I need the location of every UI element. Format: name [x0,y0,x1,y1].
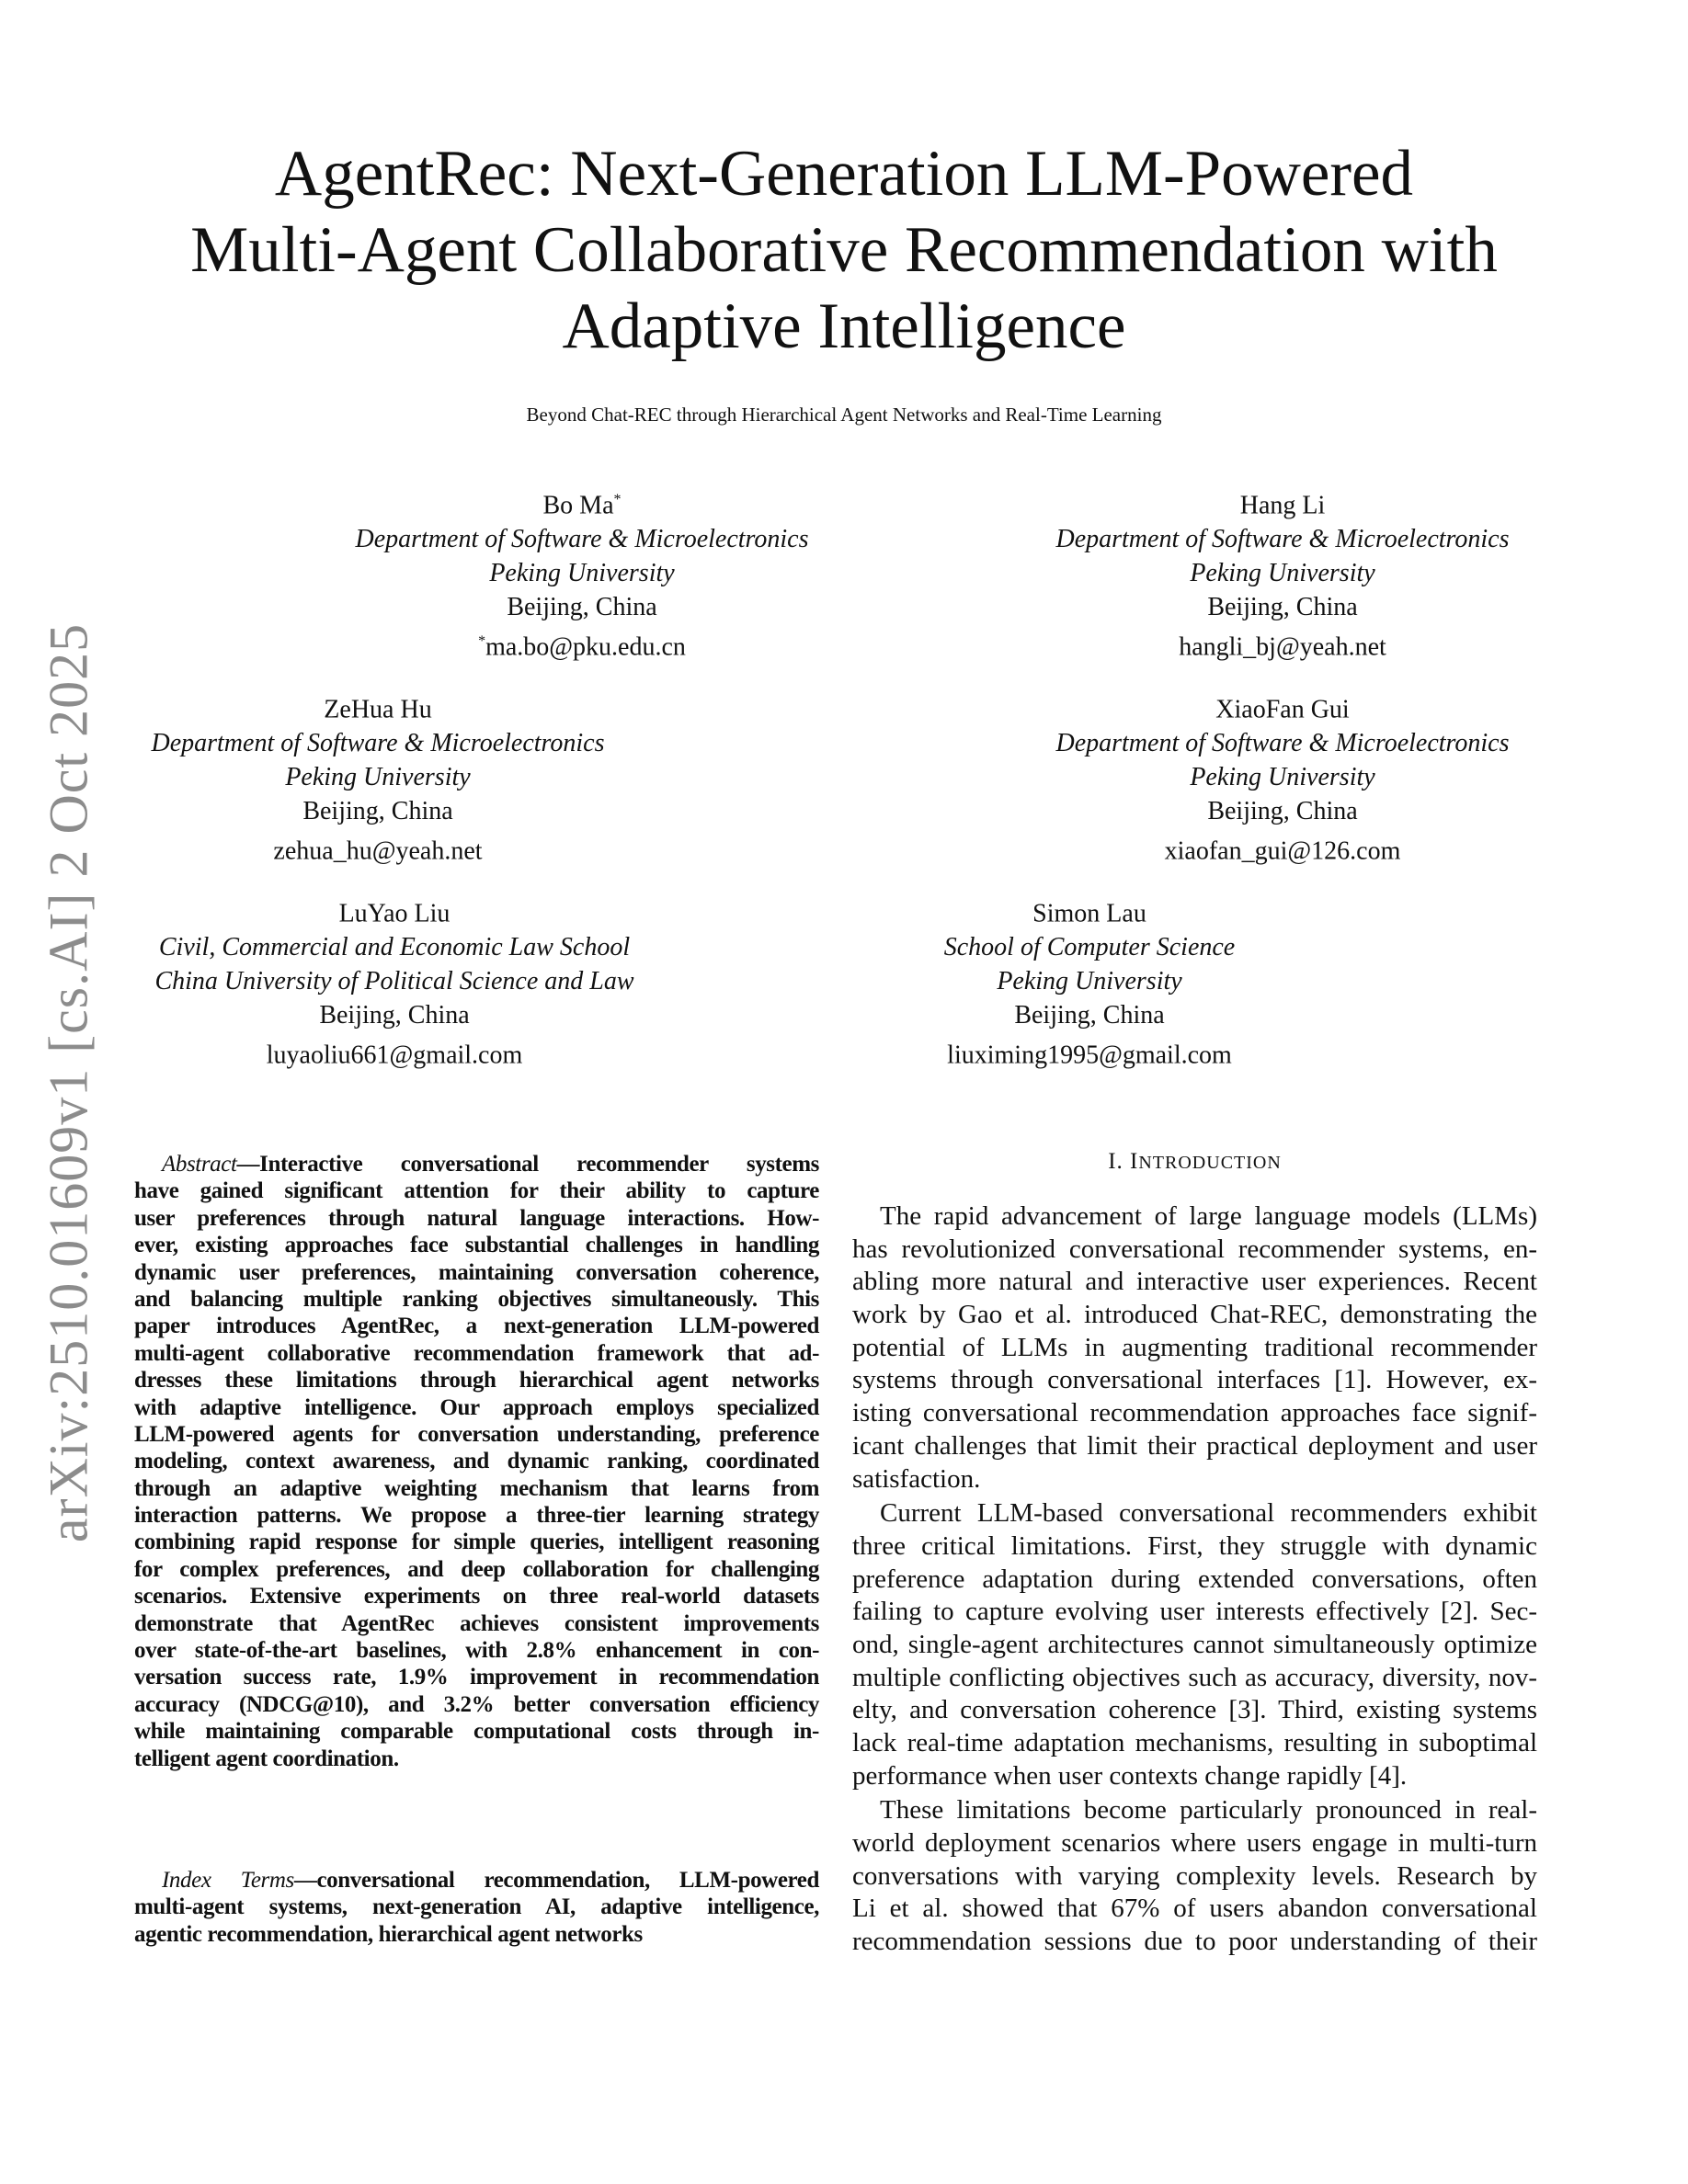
text-line: has revolutionized conversational recommender systems, en- [852,1234,1537,1264]
text-line: three critical limitations. First, they struggle with dynamic [852,1530,1537,1561]
text-line: over state-of-the-art baselines, with 2.8% enhancement in con- [134,1638,819,1664]
paper-title [0,136,1688,365]
index-terms [134,1867,819,1948]
author-name: LuYao Liu [338,899,451,928]
text-line: agentic recommendation, hierarchical agent networks [134,1921,643,1947]
author-department: Department of Software & Microelectronics [1055,525,1510,554]
text-line: modeling, context awareness, and dynamic ranking, coordinated [134,1449,819,1474]
text-line: LLM-powered agents for conversation understanding, preference [134,1421,819,1447]
text-line: Index Terms—conversational recommendation, LLM-powered [162,1868,819,1893]
text-line: world deployment scenarios where users engage in multi-turn [852,1828,1537,1859]
label: Index Terms [162,1868,294,1893]
text-line: versation success rate, 1.9% improvement in recommendation [134,1665,819,1690]
text-line: recommendation sessions due to poor understanding of their [852,1927,1537,1957]
text-line: failing to capture evolving user interests effectively [2]. Sec- [852,1597,1537,1627]
text-line: while maintaining comparable computational costs through in- [134,1719,819,1745]
text-line: accuracy (NDCG@10), and 3.2% better conversation efficiency [134,1691,819,1717]
text-line: through an adaptive weighting mechanism that learns from [134,1475,819,1501]
text-line: have gained significant attention for their ability to capture [134,1178,819,1204]
text-line: and balancing multiple ranking objectives simultaneously. This [134,1286,819,1312]
author-block [29,687,727,869]
section-heading: I. INTRODUCTION [1108,1149,1282,1174]
author-name: Hang Li [1239,491,1326,520]
author-block [740,891,1439,1073]
text-line: dynamic user preferences, maintaining conversation coherence, [134,1259,819,1285]
text-line: scenarios. Extensive experiments on three real-world datasets [134,1584,819,1610]
author-organization: Peking University [1190,763,1375,792]
author-location: Beijing, China [1207,593,1358,622]
text-line: systems through conversational interfaces [1]. However, ex- [852,1365,1537,1395]
text-line: potential of LLMs in augmenting traditional recommender [852,1332,1537,1362]
author-name: ZeHua Hu [324,695,432,724]
author-name: Simon Lau [1032,899,1146,928]
author-organization: Peking University [1190,559,1375,588]
text-line: multi-agent systems, next-generation AI, adaptive intelligence, [134,1894,819,1920]
text-line: performance when user contexts change rapidly [4]. [852,1760,1408,1791]
author-email[interactable]: xiaofan_gui@126.com [1164,836,1401,866]
text-line: ever, existing approaches face substantial challenges in handling [134,1233,819,1258]
author-location: Beijing, China [302,797,453,826]
text-line: lack real-time adaptation mechanisms, resulting in suboptimal [852,1728,1537,1757]
author-department: Department of Software & Microelectronics [1055,729,1510,758]
author-block [933,687,1632,869]
author-department: School of Computer Science [943,933,1236,962]
title-line: AgentRec: Next-Generation LLM-Powered [274,138,1414,210]
text-line: interaction patterns. We propose a three-tier learning strategy [134,1503,819,1529]
author-location: Beijing, China [1014,1001,1165,1030]
label: Abstract [162,1152,237,1177]
author-location: Beijing, China [507,593,657,622]
text-line: ond, single-agent architectures cannot simultaneously optimize [852,1629,1537,1659]
text-line: Abstract—Interactive conversational recommender systems [162,1152,819,1177]
author-block [45,891,744,1073]
text-line: with adaptive intelligence. Our approach employs specialized [134,1394,819,1420]
text-line: elty, and conversation coherence [3]. Third, existing systems [852,1695,1537,1725]
author-block [933,483,1632,665]
paragraph [852,1497,1537,1792]
text-line: These limitations become particularly pronounced in real- [880,1795,1537,1826]
author-location: Beijing, China [1207,797,1358,826]
author-email[interactable]: liuximing1995@gmail.com [947,1041,1232,1070]
text-line: telligent agent coordination. [134,1746,399,1771]
text-line: Li et al. showed that 67% of users abandon conversational [852,1894,1537,1924]
author-location: Beijing, China [319,1001,470,1030]
text-line: satisfaction. [852,1463,981,1494]
author-department: Department of Software & Microelectronics [151,729,605,758]
text-line: multiple conflicting objectives such as accuracy, diversity, nov- [852,1662,1537,1692]
text-line: Current LLM-based conversational recommenders exhibit [880,1498,1537,1529]
paragraph [852,1200,1537,1496]
author-organization: Peking University [285,763,471,792]
author-organization: China University of Political Science and Law [154,967,634,996]
abstract [134,1151,819,1772]
author-organization: Peking University [489,559,675,588]
author-email[interactable]: zehua_hu@yeah.net [273,836,483,866]
paper-subtitle: Beyond Chat-REC through Hierarchical Agent Networks and Real-Time Learning [526,404,1162,426]
author-organization: Peking University [997,967,1182,996]
text-line: preference adaptation during extended conversations, often [852,1564,1537,1594]
text-line: icant challenges that limit their practical deployment and user [852,1430,1537,1461]
paragraph [852,1794,1537,1958]
text-line: work by Gao et al. introduced Chat-REC, demonstrating the [852,1300,1537,1330]
author-name: Bo Ma* [542,491,622,520]
text-line: combining rapid response for simple queries, intelligent reasoning [134,1530,819,1555]
title-line: Adaptive Intelligence [562,290,1126,362]
text-line: The rapid advancement of large language models (LLMs) [880,1201,1537,1231]
author-email[interactable]: *ma.bo@pku.edu.cn [478,632,686,662]
text-line: multi-agent collaborative recommendation framework that ad- [134,1340,819,1366]
author-email[interactable]: hangli_bj@yeah.net [1179,632,1386,662]
introduction-section [852,1149,1537,1959]
text-line: dresses these limitations through hierarchical agent networks [134,1368,819,1393]
author-name: XiaoFan Gui [1215,695,1350,724]
arxiv-identifier: arXiv:2510.01609v1 [cs.AI] 2 Oct 2025 [38,622,99,1543]
text-line: abling more natural and interactive user experiences. Recent [852,1267,1537,1297]
text-line: isting conversational recommendation approaches face signif- [852,1398,1537,1428]
text-line: user preferences through natural language interactions. How- [134,1205,819,1231]
author-department: Civil, Commercial and Economic Law School [158,933,631,962]
text-line: conversations with varying complexity levels. Research by [852,1860,1537,1891]
author-department: Department of Software & Microelectronics [355,525,809,554]
author-block [233,483,931,665]
title-line: Multi-Agent Collaborative Recommendation with [190,214,1498,286]
text-line: for complex preferences, and deep collaboration for challenging [134,1556,819,1582]
text-line: demonstrate that AgentRec achieves consistent improvements [134,1610,819,1636]
text-line: paper introduces AgentRec, a next-generation LLM-powered [134,1314,819,1339]
author-email[interactable]: luyaoliu661@gmail.com [266,1041,523,1070]
